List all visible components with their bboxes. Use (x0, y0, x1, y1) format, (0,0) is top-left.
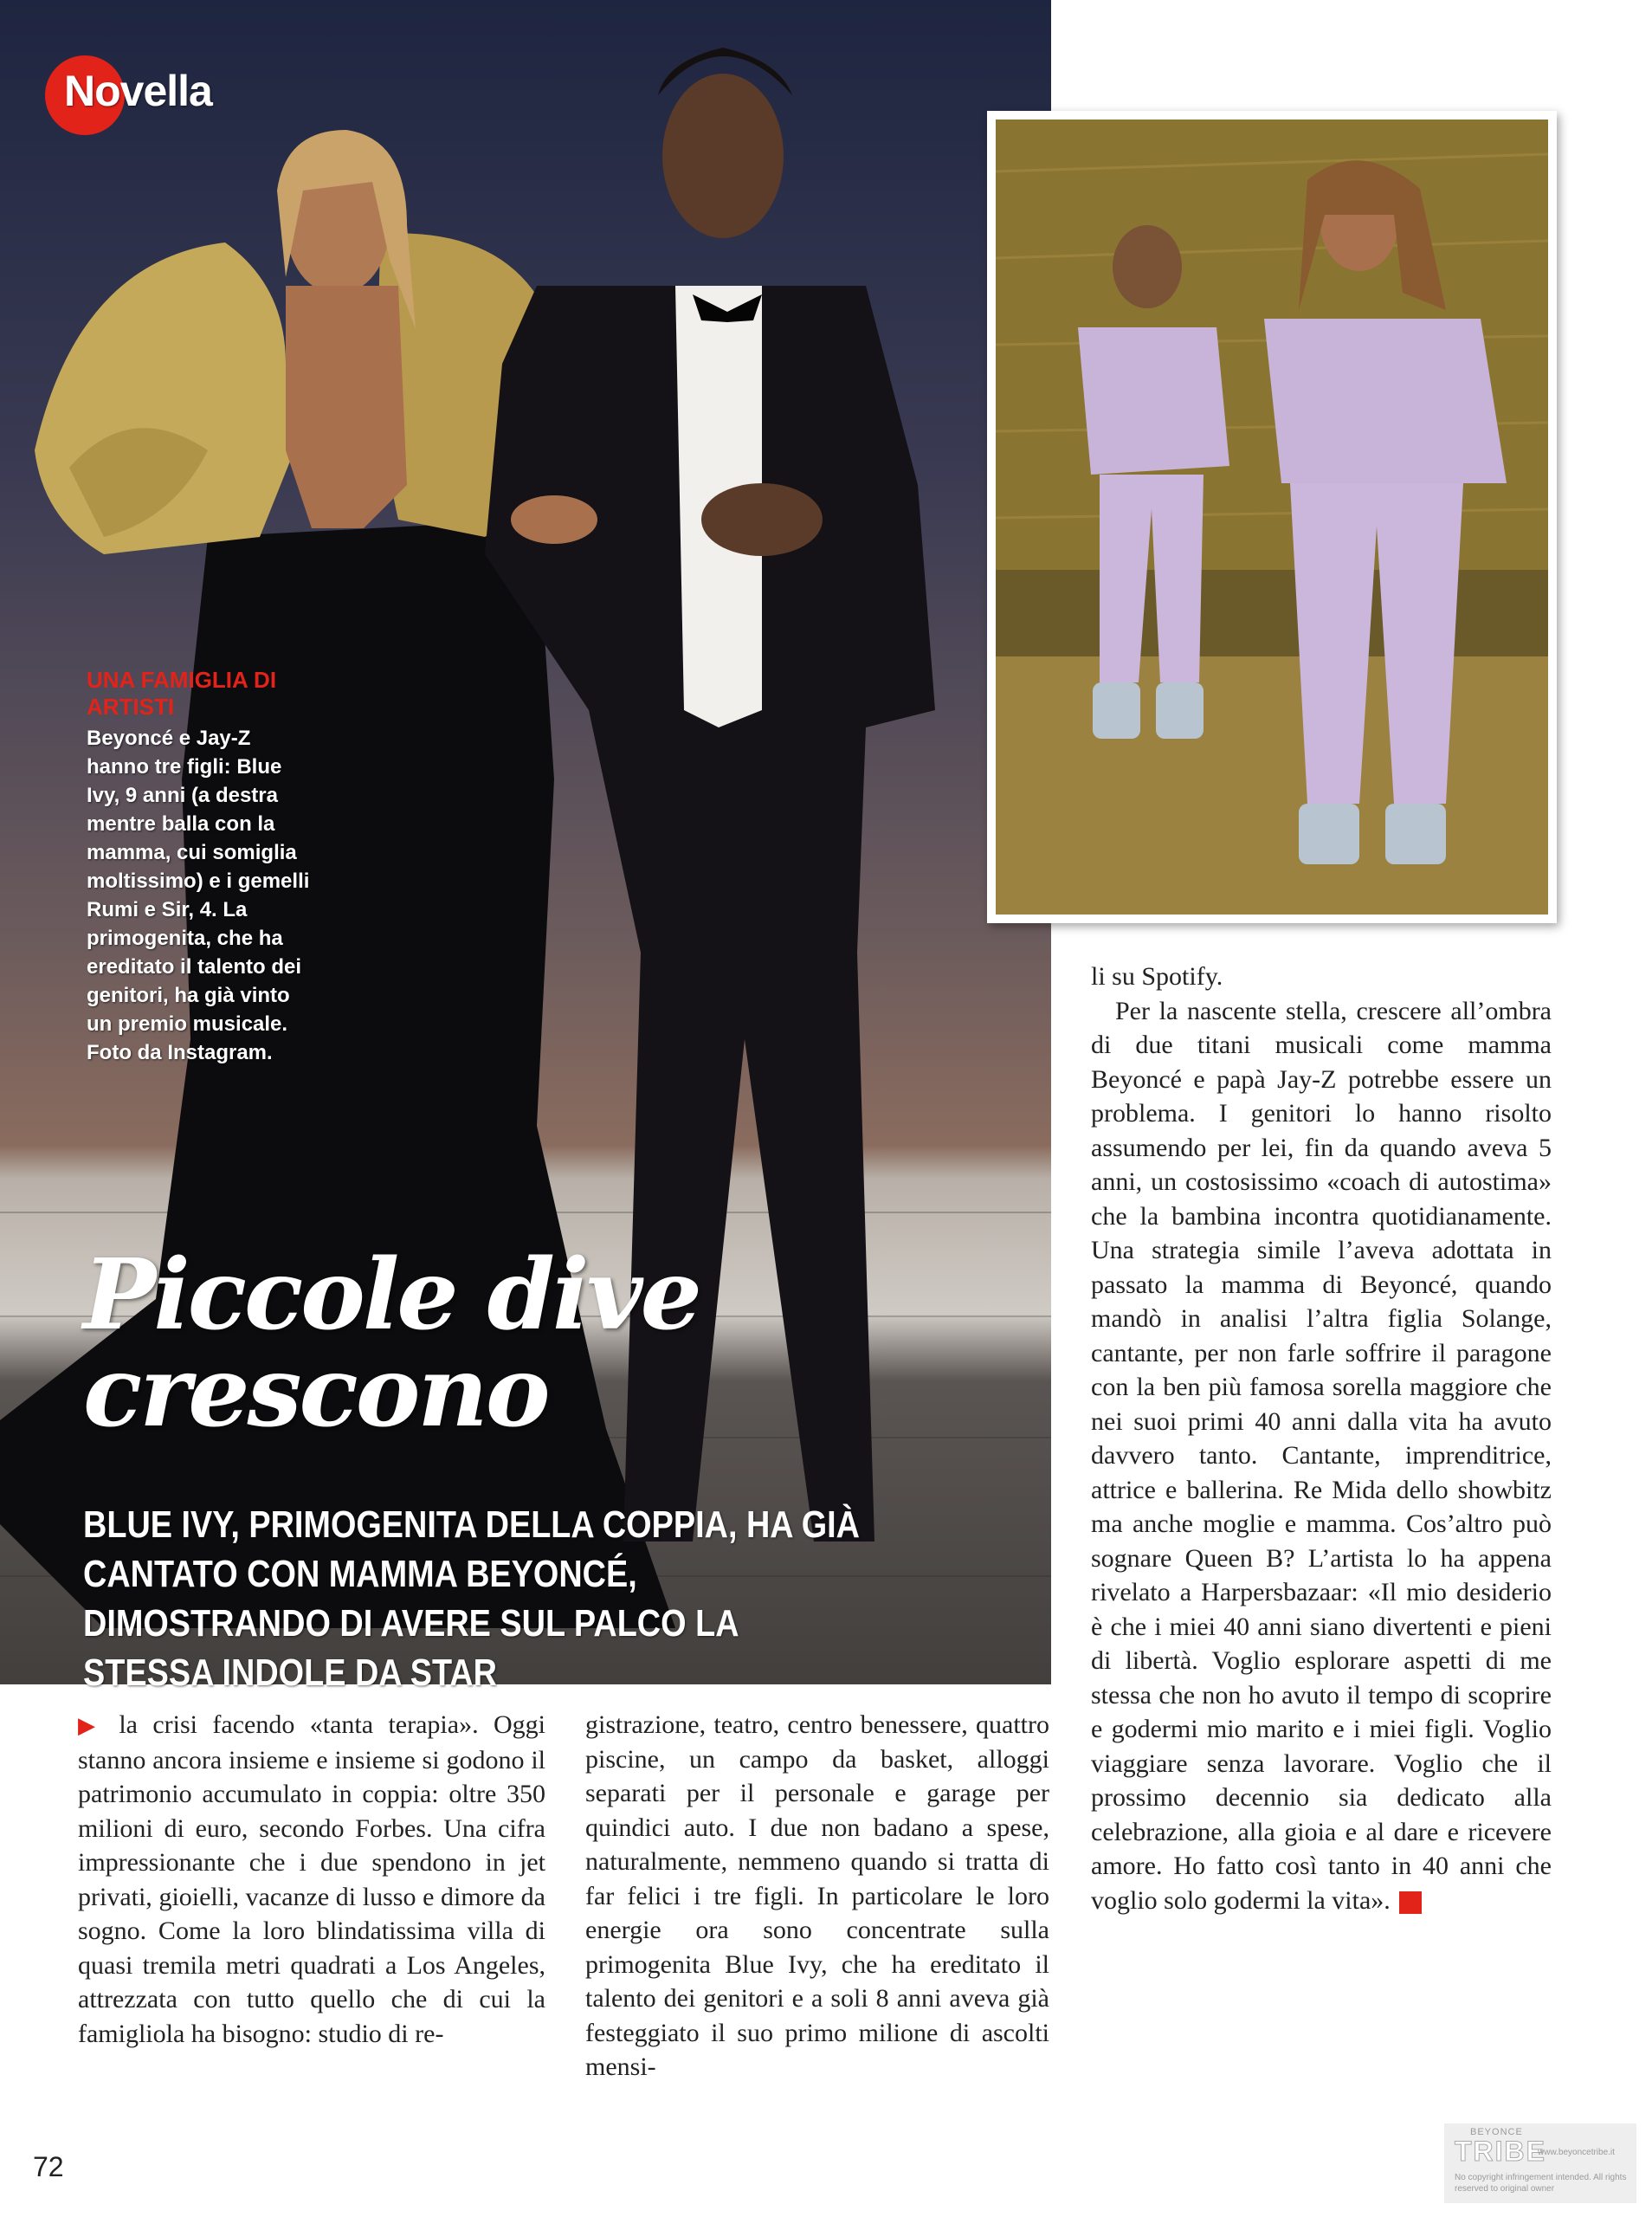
caption-text: Beyoncé e Jay-Z hanno tre figli: Blue Ivy, 9 anni (a destra mentre balla con la mamma, cui somiglia moltissimo) e i gemelli Rumi e Sir, 4. La primogenita, che ha ereditato il talento dei genitori, ha già vinto un premio musicale. Foto da Instagram. (87, 727, 310, 1064)
mother-daughter-dance-photo (996, 120, 1548, 915)
watermark-disclaimer: No copyright infringement intended. All rights reserved to original owner (1455, 2173, 1627, 2194)
article-column-2 (585, 1708, 1049, 2084)
article-column-3 (1091, 960, 1552, 1917)
column-2-text: gistrazione, teatro, centro benessere, quattro piscine, un campo da basket, alloggi separati per il personale e garage per quindici auto. I due non badano a spese, naturalmente, nemmeno quando si tratta di far felici i tre figli. In particolare le loro energie ora sono concentrate sulla primogenita Blue Ivy, che ha ereditato il talento dei genitori e a soli 8 anni aveva già festeggiato il suo primo milione di ascolti mensi- (585, 1710, 1049, 2081)
watermark-url: www.beyoncetribe.it (1538, 2148, 1615, 2157)
inset-photo (996, 120, 1548, 915)
column-3-start: li su Spotify. (1091, 962, 1223, 991)
column-1-text: la crisi facendo «tanta terapia». Oggi stanno ancora insieme e insieme si godono il patrimonio accumulato in coppia: oltre 350 milioni di euro, secondo Forbes. Una cifra impressionante che i due spendono in jet privati, gioielli, vacanze di lusso e dimore da sogno. Come la loro blindatissima villa di quasi tremila metri quadrati a Los Angeles, attrezzata con tutto quello che di cui la famigliola ha bisogno: studio di re- (78, 1710, 545, 2048)
watermark-line1: BEYONCE (1470, 2127, 1523, 2137)
watermark (1444, 2123, 1636, 2203)
watermark-logo: TRIBE (1455, 2136, 1546, 2167)
magazine-logo: Novella (64, 67, 212, 115)
inset-photo-frame (987, 111, 1557, 923)
play-arrow-icon: ▶ (78, 1713, 104, 1738)
article-column-1 (78, 1708, 545, 2051)
article-subhead: BLUE IVY, PRIMOGENITA DELLA COPPIA, HA GIÀ CANTATO CON MAMMA BEYONCÉ, DIMOSTRANDO DI AVERE SUL PALCO LA STESSA INDOLE DA STAR (83, 1503, 861, 1694)
article-headline: Piccole dive crescono (83, 1238, 700, 1449)
caption-kicker: UNA FAMIGLIA DI ARTISTI (87, 667, 277, 720)
page-number: 72 (33, 2151, 64, 2182)
column-3-text: Per la nascente stella, crescere all’ombra di due titani musicali come mamma Beyoncé e papà Jay-Z potrebbe essere un problema. I genitori lo hanno risolto assumendo per lei, fin da quando aveva 5 anni, un costosissimo «coach di autostima» che la bambina incontra quotidianamente. Una strategia simile l’aveva adottata in passato la mamma di Beyoncé, quando mandò in analisi l’altra figlia Solange, cantante, per non farle soffrire il paragone con la ben più famosa sorella maggiore che nei suoi primi 40 anni dalla vita ha avuto davvero tanto. Cantante, imprenditrice, attrice e ballerina. Re Mida dello showbitz ma anche moglie e mamma. Cos’altro può sognare Queen B? L’artista lo ha appena rivelato a Harpersbazaar: «Il mio desiderio è che i miei 40 anni siano divertenti e pieni di libertà. Voglio esplorare aspetti di me stessa che non ho avuto il tempo di scoprire e godermi mio marito e i miei figli. Voglio viaggiare senza lavorare. Voglio che il prossimo decennio sia dedicato alla celebrazione, alla gioia e al dare e ricevere amore. Ho fatto così tanto in 40 anni che voglio solo godermi la vita». (1091, 996, 1552, 1915)
end-square-icon (1399, 1891, 1422, 1914)
